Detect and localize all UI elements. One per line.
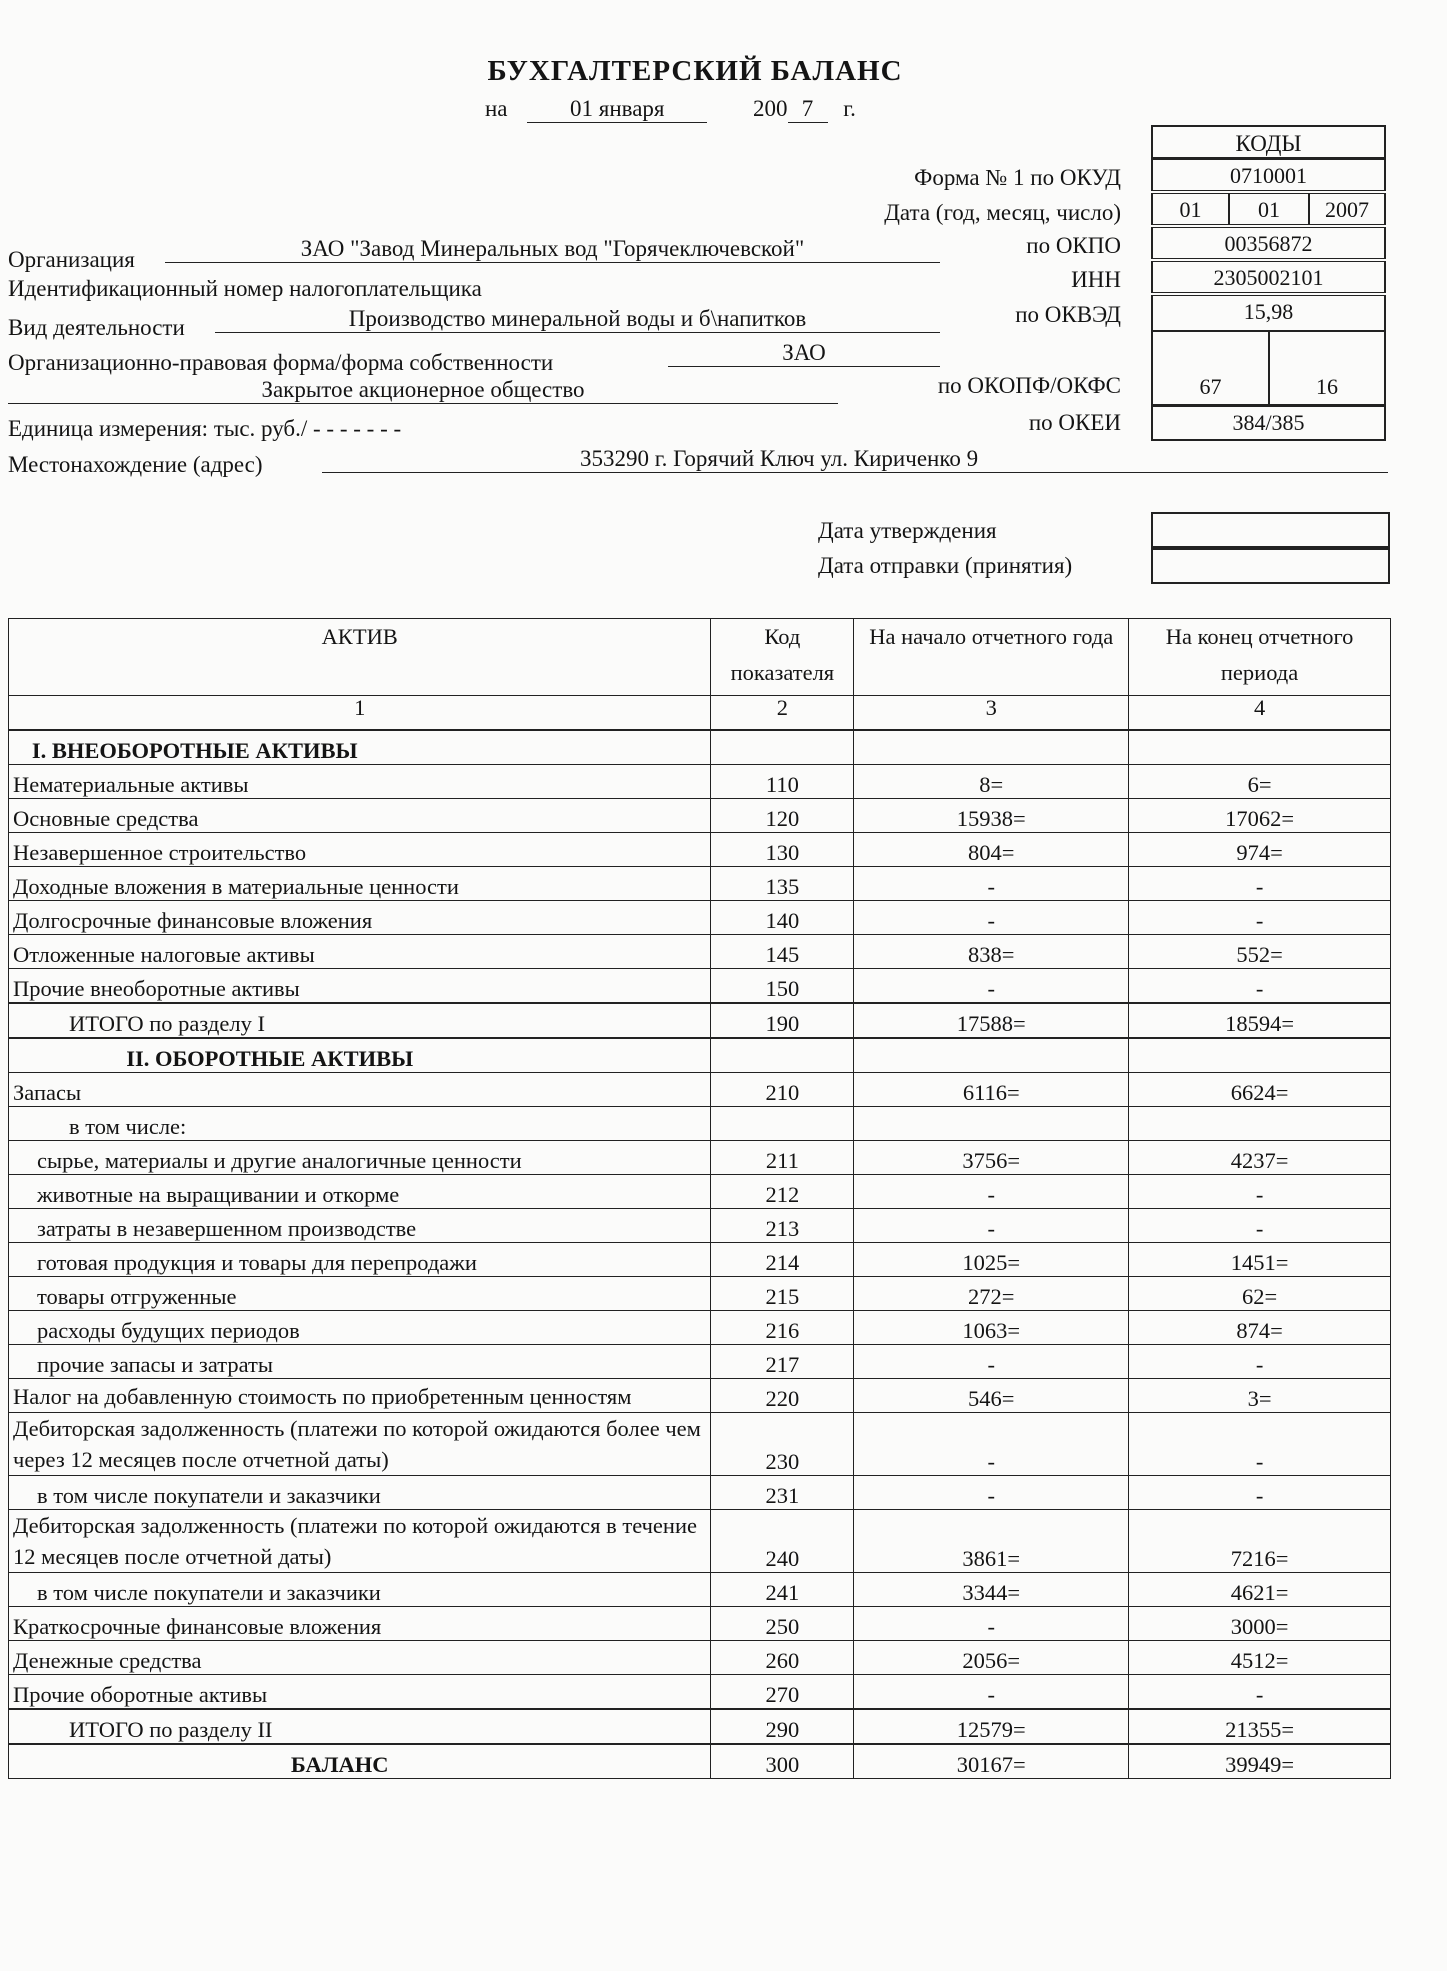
table-row: в том числе покупатели и заказчики 241 3344= 4621= bbox=[9, 1573, 1391, 1607]
table-number-row bbox=[9, 696, 1391, 731]
okved-label: по ОКВЭД bbox=[1015, 302, 1121, 327]
legal-form-value: ЗАО bbox=[668, 340, 940, 367]
table-row: Незавершенное строительство 130 804= 974= bbox=[9, 833, 1391, 867]
unit-label: Единица измерения: тыс. руб./ - - - - - - - bbox=[8, 416, 402, 441]
table-row: Доходные вложения в материальные ценности 135 - - bbox=[9, 867, 1391, 901]
table-row: в том числе: bbox=[9, 1107, 1391, 1141]
table-row: Нематериальные активы 110 8= 6= bbox=[9, 765, 1391, 799]
table-row: прочие запасы и затраты 217 - - bbox=[9, 1345, 1391, 1379]
table-row: Отложенные налоговые активы 145 838= 552= bbox=[9, 935, 1391, 969]
table-row: Прочие внеоборотные активы 150 - - bbox=[9, 969, 1391, 1004]
okfs-code: 16 bbox=[1269, 331, 1386, 405]
okpo-label: по ОКПО bbox=[1026, 233, 1121, 258]
table-row: Денежные средства 260 2056= 4512= bbox=[9, 1641, 1391, 1675]
inn-code: 2305002101 bbox=[1151, 261, 1386, 293]
table-row: товары отгруженные 215 272= 62= bbox=[9, 1277, 1391, 1311]
report-year-suffix: 7 bbox=[788, 96, 828, 123]
table-row: Долгосрочные финансовые вложения 140 - - bbox=[9, 901, 1391, 935]
okei-label: по ОКЕИ bbox=[1028, 410, 1121, 435]
table-header-row bbox=[9, 619, 1391, 696]
legal-form-label: Организационно-правовая форма/форма собственности bbox=[8, 350, 554, 375]
okud-code: 0710001 bbox=[1151, 159, 1386, 191]
approval-date-label: Дата утверждения bbox=[818, 518, 997, 543]
section-row bbox=[9, 730, 1391, 765]
approval-date-box bbox=[1151, 512, 1390, 548]
document-title: БУХГАЛТЕРСКИЙ БАЛАНС bbox=[487, 55, 903, 87]
table-row: Запасы 210 6116= 6624= bbox=[9, 1073, 1391, 1107]
table-row: Прочие оборотные активы 270 - - bbox=[9, 1675, 1391, 1710]
col-number-3: 3 bbox=[854, 696, 1129, 731]
legal-form-full: Закрытое акционерное общество bbox=[8, 377, 838, 404]
report-date-line bbox=[485, 96, 856, 123]
activity-value: Производство минеральной воды и б\напитков bbox=[215, 306, 940, 333]
total-row: ИТОГО по разделу I 190 17588= 18594= bbox=[9, 1003, 1391, 1038]
col-number-4: 4 bbox=[1129, 696, 1391, 731]
balance-table bbox=[8, 618, 1391, 1779]
org-name: ЗАО "Завод Минеральных вод "Горячеключевской" bbox=[165, 236, 940, 263]
col-number-2: 2 bbox=[711, 696, 854, 731]
activity-label: Вид деятельности bbox=[8, 315, 185, 340]
header-end: На конец отчетного периода bbox=[1129, 619, 1391, 696]
table-row: Налог на добавленную стоимость по приобретенным ценностям 220 546= 3= bbox=[9, 1379, 1391, 1413]
year-unit: г. bbox=[843, 96, 856, 121]
balance-total-row: БАЛАНС 300 30167= 39949= bbox=[9, 1744, 1391, 1779]
table-row: расходы будущих периодов 216 1063= 874= bbox=[9, 1311, 1391, 1345]
header-start: На начало отчетного года bbox=[854, 619, 1129, 696]
total-row: ИТОГО по разделу II 290 12579= 21355= bbox=[9, 1709, 1391, 1744]
org-label: Организация bbox=[8, 247, 135, 272]
date-day: 01 bbox=[1151, 193, 1229, 225]
sent-date-label: Дата отправки (принятия) bbox=[818, 553, 1073, 578]
okei-code: 384/385 bbox=[1151, 405, 1386, 441]
section-row bbox=[9, 1038, 1391, 1073]
table-row: Основные средства 120 15938= 17062= bbox=[9, 799, 1391, 833]
inn-field-label: Идентификационный номер налогоплательщика bbox=[8, 276, 482, 301]
date-year: 2007 bbox=[1309, 193, 1386, 225]
okpo-code: 00356872 bbox=[1151, 227, 1386, 259]
table-row: в том числе покупатели и заказчики 231 - - bbox=[9, 1476, 1391, 1510]
section-2-title: II. ОБОРОТНЫЕ АКТИВЫ bbox=[9, 1038, 711, 1073]
table-row: Дебиторская задолженность (платежи по которой ожидаются в течение 12 месяцев после отчетной даты) 240 3861= 7216= bbox=[9, 1510, 1391, 1573]
section-1-title: I. ВНЕОБОРОТНЫЕ АКТИВЫ bbox=[9, 730, 711, 765]
sent-date-box bbox=[1151, 548, 1390, 584]
address-value: 353290 г. Горячий Ключ ул. Кириченко 9 bbox=[322, 446, 1388, 473]
header-asset: АКТИВ bbox=[9, 619, 711, 696]
col-number-1: 1 bbox=[9, 696, 711, 731]
okud-label: Форма № 1 по ОКУД bbox=[914, 165, 1121, 190]
okopf-code: 67 bbox=[1151, 331, 1269, 405]
table-row: животные на выращивании и откорме 212 - - bbox=[9, 1175, 1391, 1209]
table-row: сырье, материалы и другие аналогичные ценности 211 3756= 4237= bbox=[9, 1141, 1391, 1175]
okopf-label: по ОКОПФ/ОКФС bbox=[937, 373, 1121, 398]
date-prefix: на bbox=[485, 96, 508, 121]
date-label: Дата (год, месяц, число) bbox=[884, 200, 1121, 225]
inn-label: ИНН bbox=[1071, 267, 1121, 292]
table-row: Дебиторская задолженность (платежи по которой ожидаются более чем через 12 месяцев после отчетной даты) 230 - - bbox=[9, 1413, 1391, 1476]
report-year-prefix: 200 bbox=[753, 96, 788, 121]
okved-code: 15,98 bbox=[1151, 295, 1386, 331]
header-code: Код показателя bbox=[711, 619, 854, 696]
table-row: затраты в незавершенном производстве 213 - - bbox=[9, 1209, 1391, 1243]
date-month: 01 bbox=[1229, 193, 1309, 225]
table-row: Краткосрочные финансовые вложения 250 - 3000= bbox=[9, 1607, 1391, 1641]
codes-header: КОДЫ bbox=[1151, 125, 1386, 159]
report-date-day-month: 01 января bbox=[527, 96, 707, 123]
address-label: Местонахождение (адрес) bbox=[8, 452, 263, 477]
table-row: готовая продукция и товары для перепродажи 214 1025= 1451= bbox=[9, 1243, 1391, 1277]
